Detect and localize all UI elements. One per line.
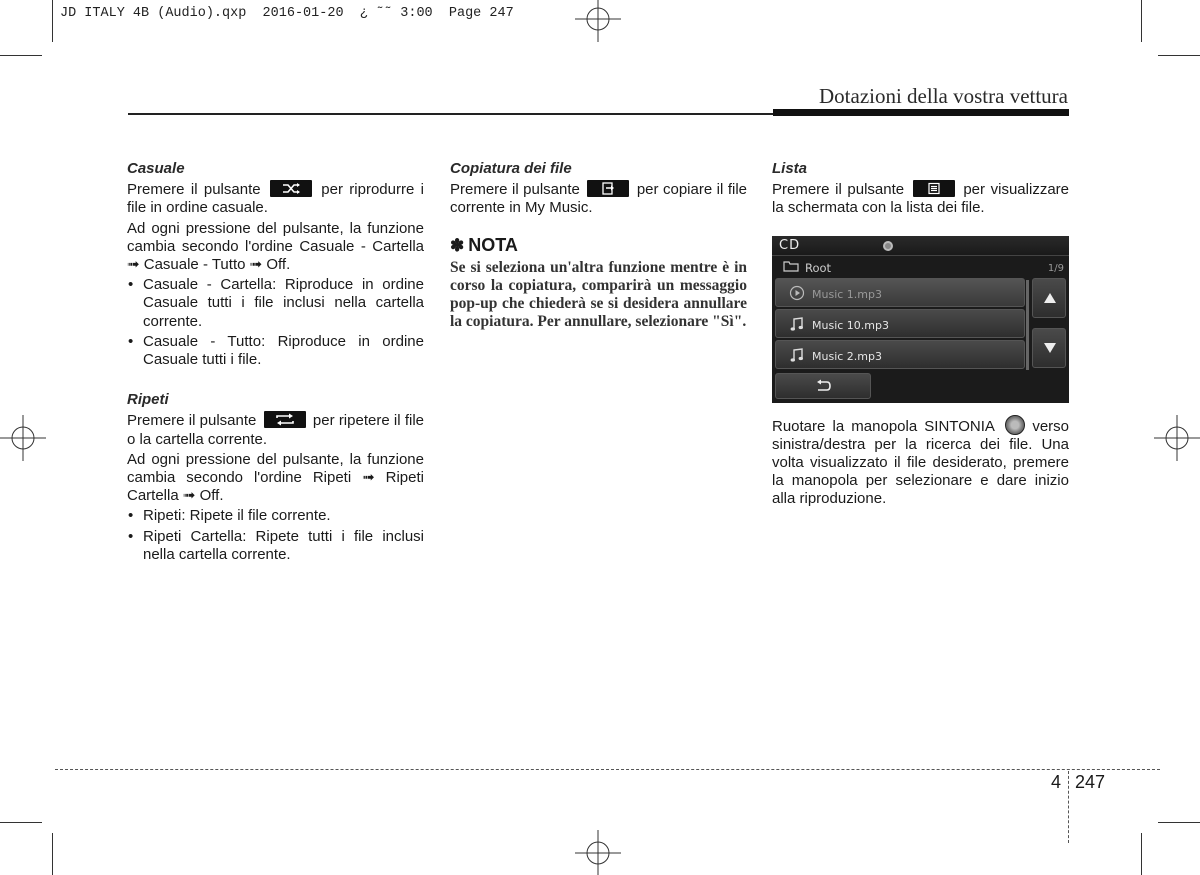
crop-mark: [1141, 0, 1142, 42]
chapter-number: 4: [1051, 772, 1062, 792]
scroll-up-button[interactable]: [1032, 278, 1066, 318]
text: verso sinistra/destra per la ricerca dei file. Una volta visualizzato il file desiderato, premere la manopola per selezionare e dare inizio alla riproduzione.: [772, 417, 1070, 508]
registration-mark-icon: [0, 415, 46, 461]
folder-path: [772, 256, 1069, 276]
text: per visualizzare la schermata con la lista dei file.: [772, 181, 1069, 217]
text: per copiare il file corrente in My Music.: [450, 181, 747, 217]
repeat-button-icon: [264, 411, 306, 428]
note-star-icon: ✽: [450, 235, 465, 255]
paragraph: [127, 411, 424, 448]
screen-title: CD: [779, 237, 801, 253]
subheading-ripeti: Ripeti: [127, 391, 169, 409]
track-name: Music 1.mp3: [812, 287, 882, 301]
bullet-list: [127, 507, 424, 564]
list-item: • Ripeti: Ripete il file corrente.: [127, 507, 424, 525]
crop-mark: [0, 822, 42, 823]
paragraph: Ad ogni pressione del pulsante, la funzione cambia secondo l'ordine Casuale - Cartella ➟ Casuale - Tutto ➟ Off.: [127, 219, 424, 274]
back-button[interactable]: [775, 373, 871, 399]
track-row[interactable]: [775, 340, 1025, 369]
list-item: • Casuale - Tutto: Riproduce in ordine Casuale tutti i file.: [127, 333, 424, 369]
music-note-icon: [789, 316, 805, 332]
header-rule-thick: [773, 109, 1069, 116]
registration-mark-icon: [575, 830, 621, 875]
text: Premere il pulsante: [772, 181, 905, 199]
music-note-icon: [789, 347, 805, 363]
scroll-down-button[interactable]: [1032, 328, 1066, 368]
text: per ripetere il file o la cartella corrente.: [127, 412, 424, 448]
text: per riprodurre i file in ordine casuale.: [127, 181, 424, 217]
screen-header: [772, 236, 1069, 256]
crop-mark: [1141, 833, 1142, 875]
text: Premere il pulsante: [450, 181, 580, 199]
crop-mark: [0, 55, 42, 56]
page-number-value: 247: [1075, 772, 1106, 792]
list-item: • Ripeti Cartella: Ripete tutti i file inclusi nella cartella corrente.: [127, 528, 424, 564]
text: Premere il pulsante: [127, 181, 261, 199]
track-row[interactable]: [775, 309, 1025, 338]
track-count: 1/9: [1047, 262, 1064, 274]
folder-icon: [783, 260, 799, 272]
paragraph: Ad ogni pressione del pulsante, la funzione cambia secondo l'ordine Ripeti ➟ Ripeti Cartella ➟ Off.: [127, 450, 424, 505]
crop-mark: [52, 0, 53, 42]
disc-icon: [883, 241, 893, 251]
cd-list-screen: [772, 236, 1069, 403]
play-icon: [789, 285, 805, 301]
text: Ruotare la manopola SINTONIA: [772, 417, 995, 435]
track-name: Music 2.mp3: [812, 349, 882, 363]
footer-rule: [55, 769, 1160, 770]
column-1: [127, 160, 424, 566]
header-rule: [128, 113, 773, 115]
subheading-copiatura: Copiatura dei file: [450, 160, 572, 177]
subheading-casuale: Casuale: [127, 160, 185, 177]
arrow-up-icon: [1043, 292, 1057, 304]
track-name: Music 10.mp3: [812, 318, 889, 332]
note-body: Se si seleziona un'altra funzione mentre è in corso la copiatura, comparirà un messaggio pop-up che chiederà se si desidera annullare la copiatura. Per annullare, selezionare "Sì".: [450, 258, 747, 330]
back-icon: [814, 379, 832, 393]
registration-mark-icon: [575, 0, 621, 42]
registration-mark-icon: [1154, 415, 1200, 461]
crop-mark: [52, 833, 53, 875]
print-header: JD ITALY 4B (Audio).qxp 2016-01-20 ¿ ˜˜ 3:00 Page 247: [60, 6, 514, 21]
paragraph: [772, 415, 1069, 509]
tune-knob-icon: [1005, 415, 1025, 435]
crop-mark: [1158, 55, 1200, 56]
crop-mark: [1158, 822, 1200, 823]
bullet-list: [127, 276, 424, 369]
list-item: • Casuale - Cartella: Riproduce in ordine Casuale tutti i file inclusi nella cartella corrente.: [127, 276, 424, 331]
copy-button-icon: [587, 180, 629, 197]
paragraph: [127, 180, 424, 217]
page-number: [1051, 772, 1105, 793]
note-title: NOTA: [468, 234, 518, 255]
track-row[interactable]: [775, 278, 1025, 307]
text: Premere il pulsante: [127, 412, 257, 430]
paragraph: [772, 180, 1069, 217]
column-2: [450, 160, 747, 331]
paragraph: [450, 180, 747, 217]
scrollbar[interactable]: [1026, 280, 1029, 370]
list-button-icon: [913, 180, 955, 197]
shuffle-button-icon: [270, 180, 312, 197]
note-heading: [450, 236, 747, 255]
column-3: [772, 160, 1069, 511]
arrow-down-icon: [1043, 342, 1057, 354]
section-title: Dotazioni della vostra vettura: [819, 84, 1068, 108]
folder-name: Root: [805, 260, 832, 275]
subheading-lista: Lista: [772, 160, 808, 177]
